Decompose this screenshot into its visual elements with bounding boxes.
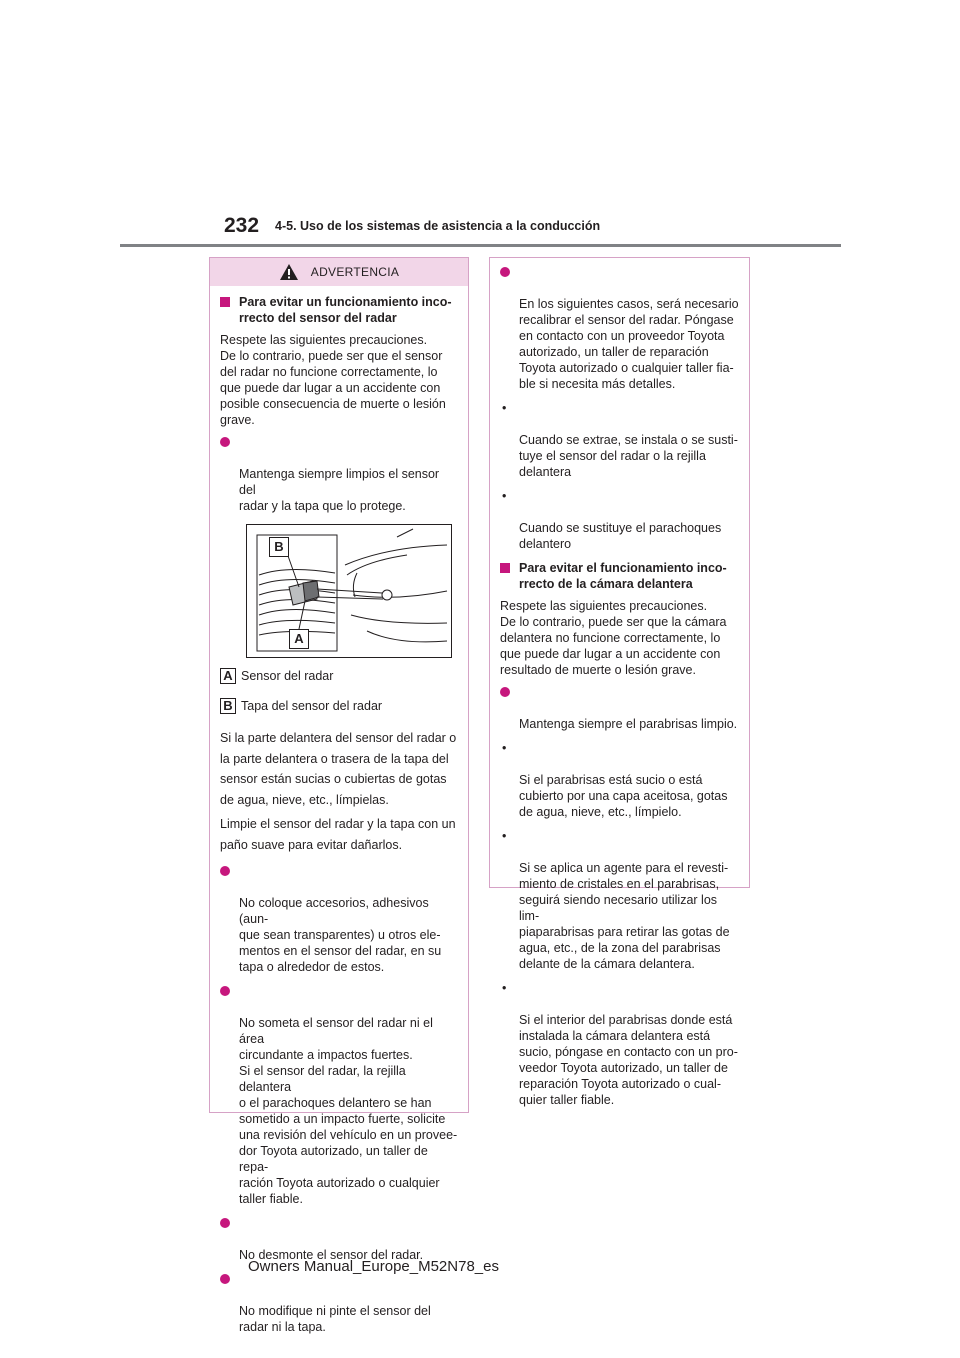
figure-tag-a: A <box>289 629 309 649</box>
warning-triangle-icon <box>279 263 299 281</box>
callout-b <box>220 698 458 714</box>
sub-list-item <box>500 980 739 1108</box>
callout-text: Sensor del radar <box>241 669 334 683</box>
list-item <box>220 983 458 1207</box>
callout-a <box>220 668 458 684</box>
sub-list-item <box>500 488 739 552</box>
dash-bullet: • <box>502 741 507 755</box>
bullet-dot-icon <box>220 866 230 876</box>
radar-sensor-illustration <box>246 524 452 658</box>
sub-list-item-text: Cuando se sustituye el parachoques delantero <box>519 521 722 551</box>
warning-label: ADVERTENCIA <box>310 265 400 279</box>
bullet-dot-icon <box>220 986 230 996</box>
dash-bullet: • <box>502 981 507 995</box>
bullet-dot-icon <box>220 1218 230 1228</box>
list-item-text: No coloque accesorios, adhesivos (aun- que sean transparentes) u otros ele- mentos en el sensor del radar, en su tapa o alrededor de estos. <box>239 896 442 974</box>
section-title: 4-5. Uso de los sistemas de asistencia a la conducción <box>275 219 601 233</box>
list-item <box>500 684 739 732</box>
bullet-dot-icon <box>220 437 230 447</box>
sub-list-item <box>500 740 739 820</box>
dash-bullet: • <box>502 489 507 503</box>
body-paragraph: Si la parte delantera del sensor del radar o la parte delantera o trasera de la tapa del sensor están sucias o cubiertas de gotas de agua, nieve, etc., límpielas. <box>220 731 457 807</box>
list-item-text: Mantenga siempre limpios el sensor del radar y la tapa que lo protege. <box>239 467 440 513</box>
sub-list-item <box>500 400 739 480</box>
callout-tag-a: A <box>220 668 236 684</box>
subheading-radar <box>220 294 458 326</box>
sub-list-item-text: Cuando se extrae, se instala o se susti- tuye el sensor del radar o la rejilla delantera <box>519 433 738 479</box>
list-item <box>220 434 458 514</box>
list-item-text: No modifique ni pinte el sensor del radar ni la tapa. <box>239 1304 431 1334</box>
bullet-dot-icon <box>500 687 510 697</box>
callout-text: Tapa del sensor del radar <box>241 699 383 713</box>
bullet-dot-icon <box>500 267 510 277</box>
footer-text: Owners Manual_Europe_M52N78_es <box>248 1258 499 1275</box>
list-item <box>500 264 739 392</box>
list-item <box>220 863 458 975</box>
figure-tag-b: B <box>269 537 289 557</box>
subheading-text: Para evitar un funcionamiento inco- rrecto del sensor del radar <box>239 295 452 325</box>
list-item-text: En los siguientes casos, será necesario recalibrar el sensor del radar. Póngase en contacto con un proveedor Toyota autorizado, un taller de reparación Toyota autorizado o cualquier taller fia- ble si necesita más detalles. <box>519 297 739 391</box>
sub-list-item-text: Si el interior del parabrisas donde está instalada la cámara delantera está sucio, póngase en contacto con un pro- veedor Toyota autorizado, un taller de reparación Toyota autorizado o cual- quier taller fiable. <box>519 1013 738 1107</box>
warning-box-camera <box>489 257 750 1107</box>
sub-list-item <box>500 828 739 972</box>
list-item-text: No someta el sensor del radar ni el área circundante a impactos fuertes. Si el sensor del radar, la rejilla delantera o el parachoques delantero se han sometido a un impacto fuerte, solicite una revisión del vehículo en un provee- dor Toyota autorizado, un taller de repa- ración Toyota autorizado o cualquier taller fiable. <box>239 1016 458 1206</box>
square-bullet-icon <box>500 563 510 573</box>
subheading-camera <box>500 560 739 592</box>
intro-paragraph: Respete las siguientes precauciones. De lo contrario, puede ser que la cámara delantera no funcione correctamente, lo que puede dar lugar a un accidente con resultado de muerte o lesión grave. <box>500 599 727 677</box>
list-item <box>220 1215 458 1263</box>
callout-tag-b: B <box>220 698 236 714</box>
sub-list-item-text: Si se aplica un agente para el revesti- miento de cristales en el parabrisas, seguirá siendo necesario utilizar los lim- piaparabrisas para retirar las gotas de agua, etc., de la zona del parabrisas delante de la cámara delantera. <box>519 861 730 971</box>
bullet-dot-icon <box>220 1274 230 1284</box>
list-item-text: No desmonte el sensor del radar. <box>239 1248 424 1262</box>
body-paragraph: Limpie el sensor del radar y la tapa con un paño suave para evitar dañarlos. <box>220 817 456 852</box>
header-rule <box>120 244 841 247</box>
list-item <box>220 1271 458 1335</box>
square-bullet-icon <box>220 297 230 307</box>
warning-header <box>210 258 468 286</box>
dash-bullet: • <box>502 401 507 415</box>
dash-bullet: • <box>502 829 507 843</box>
sub-list-item-text: Si el parabrisas está sucio o está cubierto por una capa aceitosa, gotas de agua, nieve, etc., límpielo. <box>519 773 728 819</box>
page-number: 232 <box>224 214 260 237</box>
intro-paragraph: Respete las siguientes precauciones. De lo contrario, puede ser que el sensor del radar no funcione correctamente, lo que puede dar lugar a un accidente con posible consecuencia de muerte o lesión grave. <box>220 333 446 427</box>
subheading-text: Para evitar el funcionamiento inco- rrecto de la cámara delantera <box>519 561 727 591</box>
list-item-text: Mantenga siempre el parabrisas limpio. <box>519 717 738 731</box>
